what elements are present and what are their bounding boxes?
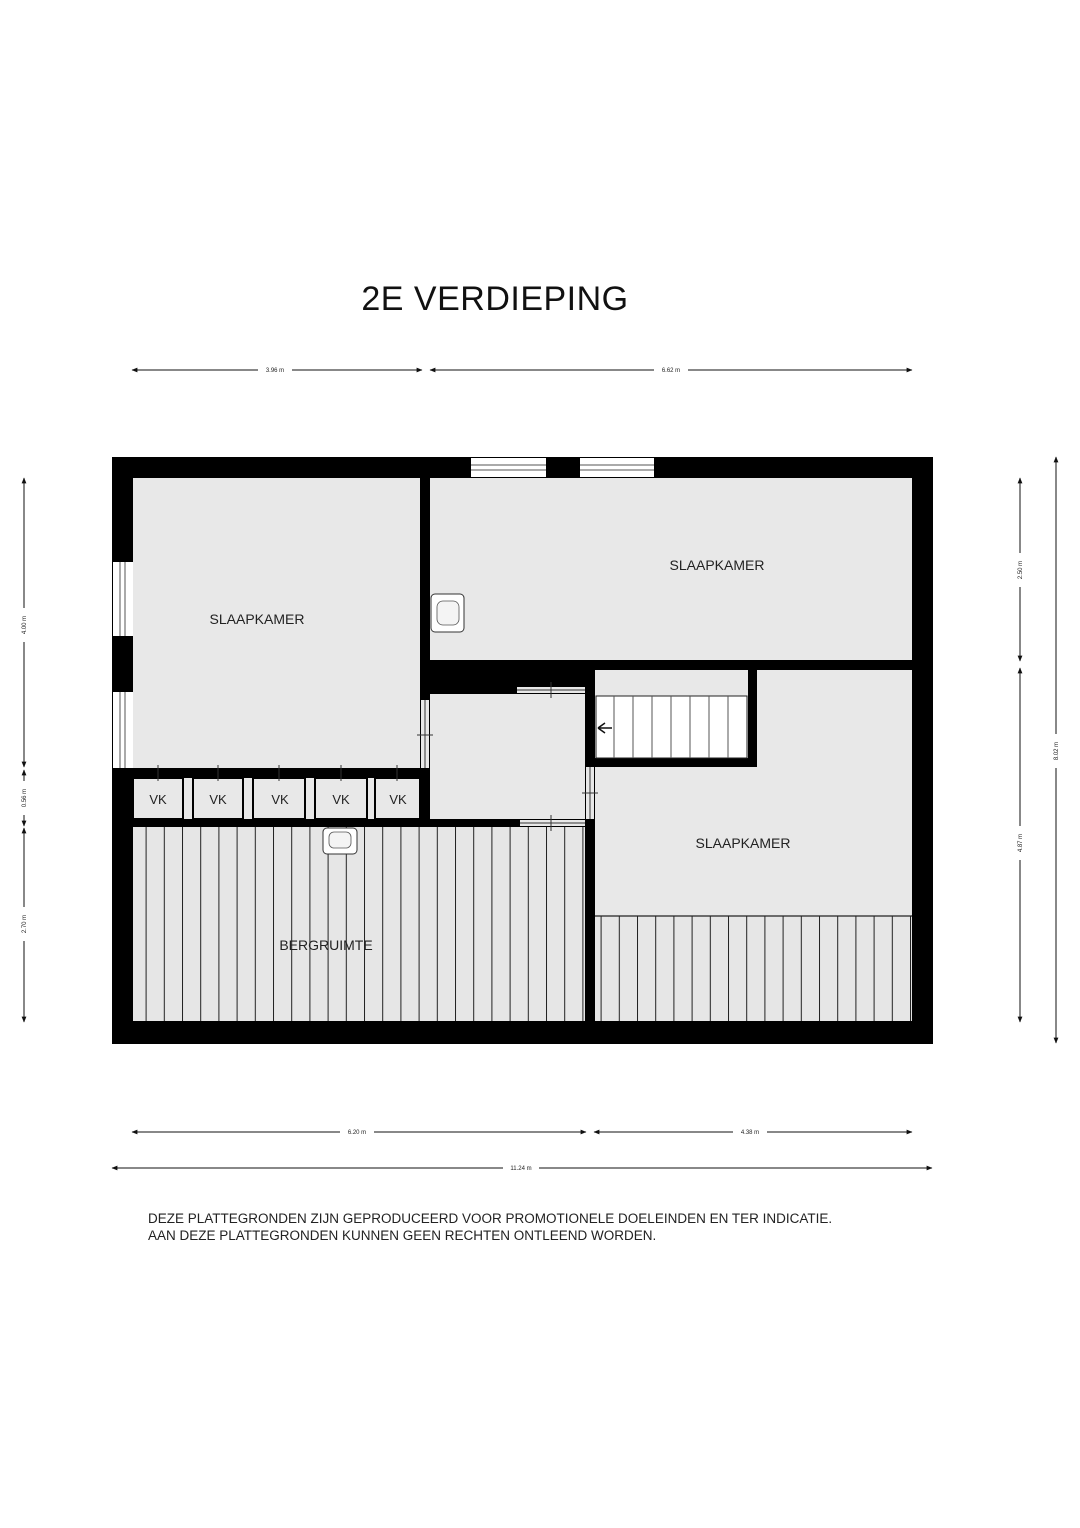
disclaimer-line: DEZE PLATTEGRONDEN ZIJN GEPRODUCEERD VOOR PROMOTIONELE DOELEINDEN EN TER INDICATIE. <box>148 1211 833 1226</box>
dim-bottom-total: 11.24 m <box>510 1166 532 1172</box>
wall-stair-top <box>585 661 912 670</box>
dim-right-bottom: 4.87 m <box>1018 833 1024 853</box>
storage-floor-left <box>133 826 585 1021</box>
wall-vertical-center-left <box>420 478 430 826</box>
dim-top-right: 6.62 m <box>661 368 681 374</box>
dim-bottom-left: 6.20 m <box>347 1130 367 1136</box>
floor-plan-title: 2E VERDIEPING <box>361 280 629 318</box>
dim-right-top: 2.50 m <box>1018 560 1024 580</box>
room-label-bedroom-left: SLAAPKAMER <box>209 611 305 627</box>
vk-label: VK <box>389 792 407 807</box>
wall-stair-bottom <box>585 758 757 767</box>
disclaimer <box>148 1210 832 1244</box>
dim-left-mid: 0.56 m <box>22 788 28 808</box>
dim-left-bottom: 2.70 m <box>22 914 28 934</box>
wall-hall-right <box>585 661 595 1021</box>
vk-label: VK <box>271 792 289 807</box>
wall-hall-top <box>430 686 517 694</box>
vk-label: VK <box>149 792 167 807</box>
disclaimer-line: AAN DEZE PLATTEGRONDEN KUNNEN GEEN RECHTEN ONTLEEND WORDEN. <box>148 1228 657 1243</box>
dim-right-total: 8.02 m <box>1054 741 1060 761</box>
vk-label: VK <box>332 792 350 807</box>
vk-label: VK <box>209 792 227 807</box>
staircase <box>596 696 747 758</box>
sink-icon <box>431 594 464 632</box>
room-hallway <box>430 694 585 819</box>
dim-bottom-right: 4.38 m <box>740 1130 760 1136</box>
wall-stair-right <box>748 663 757 767</box>
sink-icon <box>323 828 357 854</box>
room-label-storage: BERGRUIMTE <box>279 937 373 953</box>
room-label-bedroom-bottom-right: SLAAPKAMER <box>695 835 791 851</box>
dim-top-left: 3.96 m <box>265 368 285 374</box>
storage-floor-right <box>595 916 912 1021</box>
room-label-bedroom-top-right: SLAAPKAMER <box>669 557 765 573</box>
dim-left-top: 4.00 m <box>22 615 28 635</box>
